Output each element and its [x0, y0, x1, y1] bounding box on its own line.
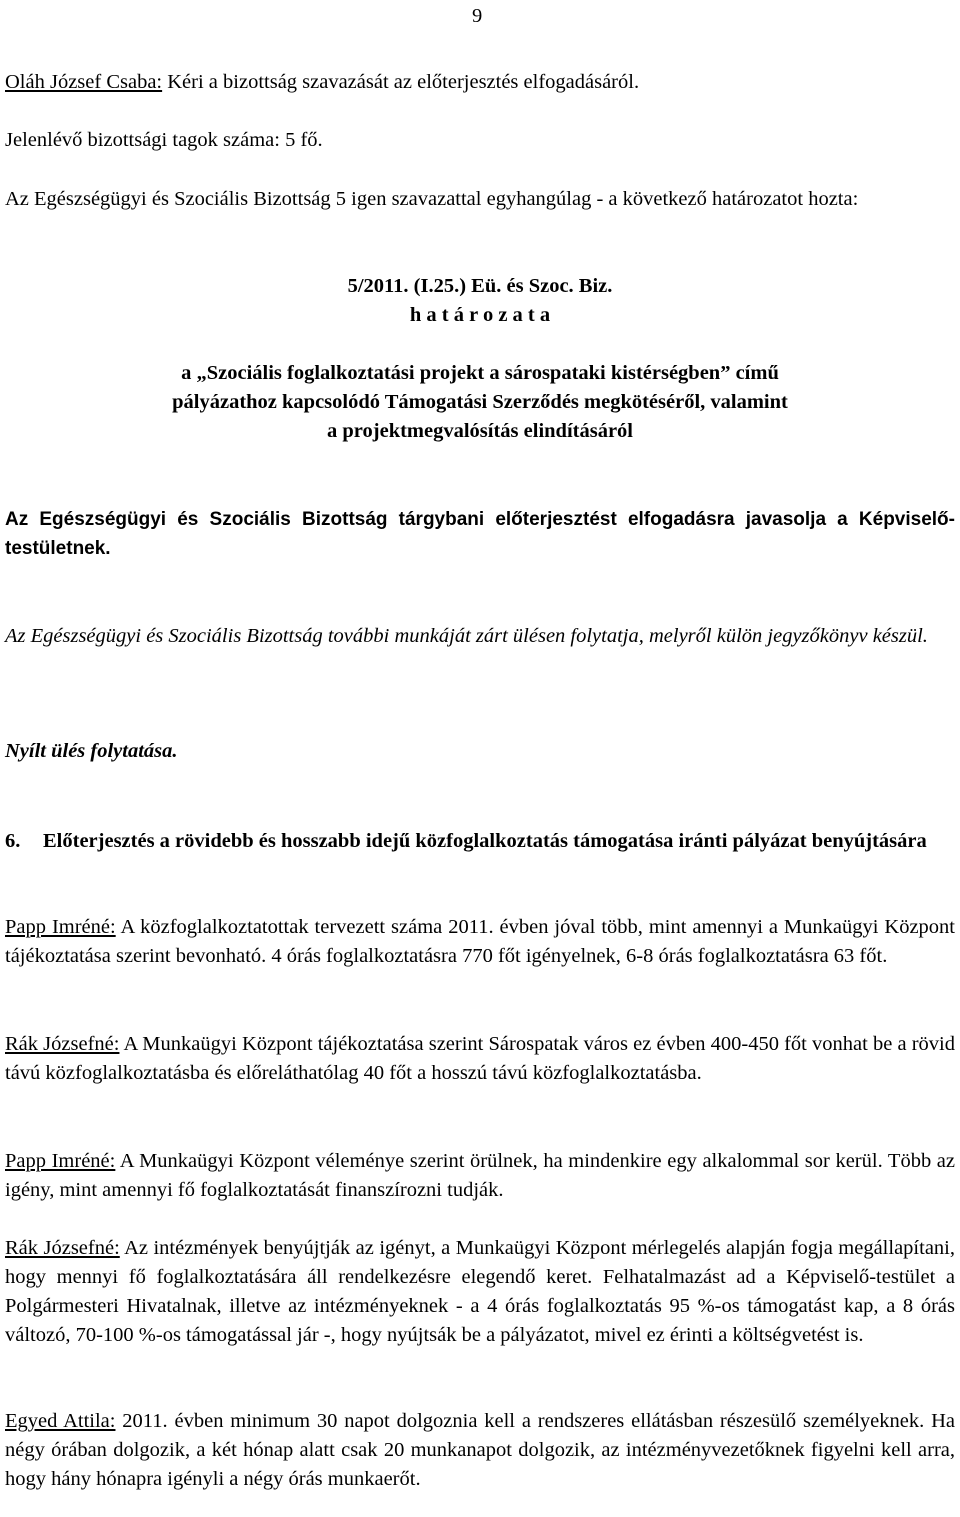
statement-text: 2011. évben minimum 30 napot dolgoznia kell a rendszeres ellátásban részesülő személyeknek. Ha négy órában dolgozik, a két hónap alatt csak 20 munkanapot dolgozik, az intézményvezetőknek figyelni kell arra, hogy hány hónapra igényli a négy órás munkaerőt.	[5, 1410, 955, 1490]
statement-egyed	[5, 1407, 955, 1494]
statement-papp-1	[5, 913, 955, 971]
speaker-name: Oláh József Csaba:	[5, 71, 163, 93]
resolution-title-line-1: a „Szociális foglalkoztatási projekt a sárospataki kistérségben” című	[181, 362, 779, 384]
agenda-item-title: Előterjesztés a rövidebb és hosszabb idejű közfoglalkoztatás támogatása iránti pályázat benyújtására	[43, 830, 927, 852]
statement-text: A Munkaügyi Központ véleménye szerint örülnek, ha mindenkire egy alkalommal sor kerül. Több az igény, mint amennyi fő foglalkoztatását finanszírozni tudják.	[5, 1150, 955, 1201]
statement-text: A Munkaügyi Központ tájékoztatása szerint Sárospatak város ez évben 400-450 főt vonhat be a rövid távú közfoglalkoztatásba és előreláthatólag 40 főt a hosszú távú közfoglalkoztatásba.	[5, 1033, 955, 1084]
speaker-name: Rák Józsefné:	[5, 1237, 120, 1259]
open-session-heading: Nyílt ülés folytatása.	[5, 740, 178, 762]
resolution-title-line-2: pályázathoz kapcsolódó Támogatási Szerződés megkötéséről, valamint	[172, 391, 788, 413]
statement-papp-2	[5, 1147, 955, 1205]
attendance-line: Jelenlévő bizottsági tagok száma: 5 fő.	[5, 129, 323, 151]
resolution-title-line-3: a projektmegvalósítás elindításáról	[327, 420, 633, 442]
agenda-item-number: 6.	[5, 830, 21, 852]
page-number: 9	[472, 5, 483, 27]
agenda-item-6	[5, 827, 955, 856]
statement-olah	[5, 68, 955, 97]
speaker-name: Rák Józsefné:	[5, 1033, 120, 1055]
statement-rak-1	[5, 1030, 955, 1088]
resolution-decision: Az Egészségügyi és Szociális Bizottság tárgybani előterjesztést elfogadásra javasolja a Képviselő-testületnek.	[5, 509, 955, 559]
resolution-number: 5/2011. (I.25.) Eü. és Szoc. Biz.	[347, 275, 613, 297]
vote-result: Az Egészségügyi és Szociális Bizottság 5 igen szavazattal egyhangúlag - a következő határozatot hozta:	[5, 188, 859, 210]
statement-rak-2	[5, 1234, 955, 1350]
statement-text: A közfoglalkoztatottak tervezett száma 2011. évben jóval több, mint amennyi a Munkaügyi Központ tájékoztatása szerint bevonható. 4 órás foglalkoztatásra 770 főt igényelnek, 6-8 órás foglalkoztatásra 63 főt.	[5, 916, 955, 967]
statement-text: Az intézmények benyújtják az igényt, a Munkaügyi Központ mérlegelés alapján fogja megállapítani, hogy mennyi fő foglalkoztatására áll rendelkezésre elegendő keret. Felhatalmazást ad a Képviselő-testület a Polgármesteri Hivatalnak, illetve az intézményeknek - a 4 órás foglalkoztatás 95 %-os támogatást kap, a 8 órás változó, 70-100 %-os támogatással jár -, hogy nyújtsák be a pályázatot, mivel ez érinti a költségvetést is.	[5, 1237, 955, 1346]
closed-session-note: Az Egészségügyi és Szociális Bizottság további munkáját zárt ülésen folytatja, melyről külön jegyzőkönyv készül.	[5, 625, 928, 647]
speaker-name: Papp Imréné:	[5, 916, 116, 938]
speaker-name: Papp Imréné:	[5, 1150, 116, 1172]
statement-text: Kéri a bizottság szavazását az előterjesztés elfogadásáról.	[162, 71, 640, 93]
speaker-name: Egyed Attila:	[5, 1410, 116, 1432]
resolution-label: h a t á r o z a t a	[409, 304, 551, 326]
